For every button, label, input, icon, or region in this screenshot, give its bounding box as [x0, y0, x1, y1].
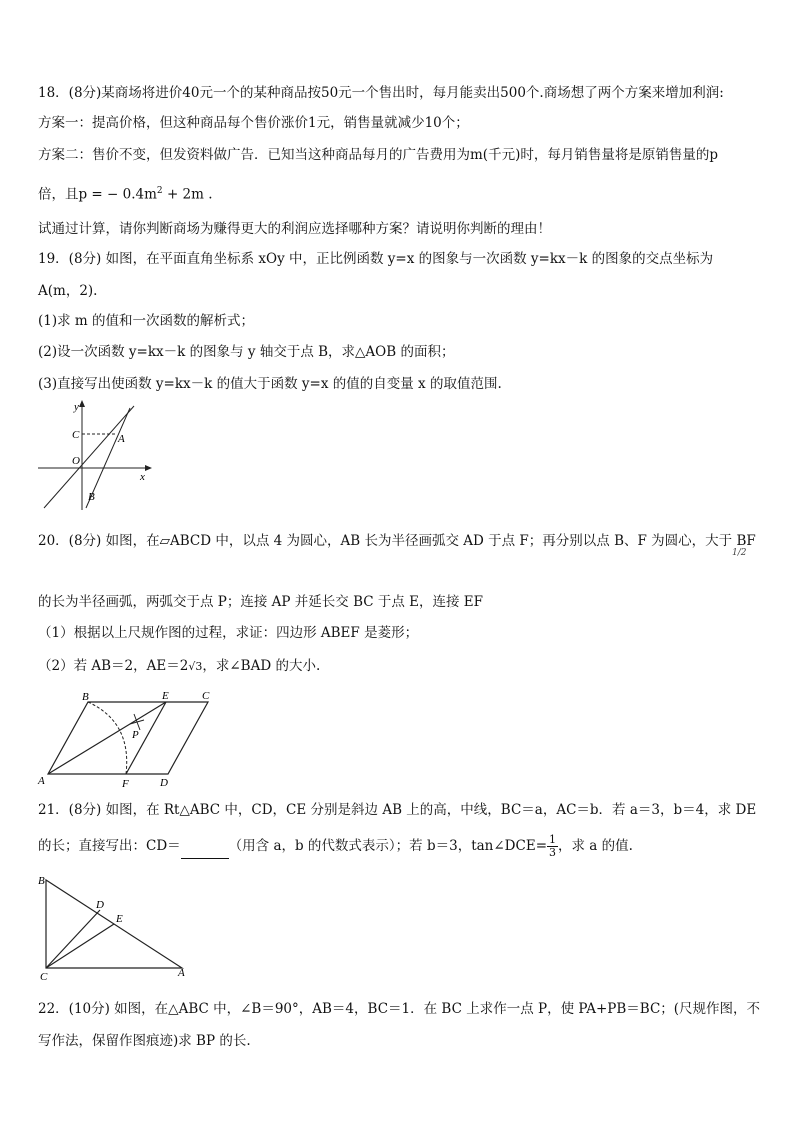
median-CE [46, 924, 114, 968]
q18-formula-exponent: 2 [156, 186, 163, 196]
label-A: A [38, 775, 45, 787]
q22-line2: 写作法，保留作图痕迹)求 BP 的长. [38, 1033, 251, 1049]
q18-line2: 方案一：提高价格，但这种商品每个售价涨价1元，销售量就减少10个； [38, 115, 469, 131]
q21-line2 [38, 834, 633, 859]
label-D: D [160, 777, 168, 789]
label-B: B [38, 875, 45, 887]
q20-line4 [38, 657, 320, 676]
q18-line5: 试通过计算，请你判断商场为赚得更大的利润应选择哪种方案？请说明你判断的理由！ [38, 221, 551, 237]
q21-line1: 21．(8分) 如图，在 Rt△ABC 中，CD，CE 分别是斜边 AB 上的高，中线，BC＝a，AC＝b．若 a＝3，b＝4，求 DE [38, 802, 757, 818]
label-F: F [122, 778, 129, 790]
q19-line4: (2)设一次函数 y=kx－k 的图象与 y 轴交于点 B，求△AOB 的面积； [38, 344, 455, 360]
label-E: E [116, 913, 123, 925]
label-C: C [40, 971, 48, 982]
q21-line2-mid: （用含 a，b 的代数式表示）；若 b＝3，tan∠DCE= [228, 838, 548, 854]
q20-sqrt3: √3 [188, 660, 203, 673]
q18-formula-prefix: 倍，且p = − 0.4m [38, 186, 157, 203]
q21-line2-prefix: 的长；直接写出：CD＝ [38, 838, 181, 854]
q19-coordinate-figure [36, 398, 156, 518]
label-C: C [72, 429, 80, 441]
y-axis-arrow [79, 400, 85, 407]
cd-answer-blank [181, 846, 229, 859]
label-E: E [162, 690, 169, 702]
q18-line4 [38, 182, 213, 204]
q18-formula-suffix: + 2m . [162, 186, 213, 203]
label-P: P [132, 729, 139, 741]
q20-line4-prefix: （2）若 AB＝2，AE＝2 [38, 658, 189, 674]
label-D: D [96, 899, 104, 911]
label-B: B [82, 691, 89, 703]
q20-half-fraction: 1/2 [732, 548, 747, 558]
q22-line1: 22．(10分) 如图，在△ABC 中，∠B＝90°，AB＝4，BC＝1．在 BC 上求作一点 P，使 PA+PB＝BC；(尺规作图，不 [38, 1001, 761, 1017]
q20-parallelogram-figure [36, 688, 226, 790]
label-A: A [118, 433, 125, 445]
fraction-numerator: 1 [549, 833, 557, 846]
label-O: O [72, 455, 80, 467]
q21-line2-suffix: ，求 a 的值. [558, 838, 633, 854]
q18-line1: 18．(8分)某商场将进价40元一个的某种商品按50元一个售出时，每月能卖出500个.商场想了两个方案来增加利润: [38, 85, 724, 101]
q20-line3: （1）根据以上尺规作图的过程，求证：四边形 ABEF 是菱形； [38, 625, 419, 641]
label-y: y [74, 401, 79, 413]
fraction-denominator: 3 [549, 846, 557, 859]
x-axis-arrow [145, 465, 152, 471]
q19-line5: (3)直接写出使函数 y=kx－k 的值大于函数 y=x 的值的自变量 x 的取值范围. [38, 376, 502, 392]
q18-line3: 方案二：售价不变，但发资料做广告．已知当这种商品每月的广告费用为m(千元)时，每月销售量将是原销售量的p [38, 147, 718, 163]
label-B: B [88, 491, 95, 503]
segment-AE [48, 702, 166, 774]
q20-line4-suffix: ，求∠BAD 的大小. [202, 658, 321, 674]
label-C: C [202, 690, 210, 702]
parallelogram-ABCD [48, 702, 208, 774]
q19-line2: A(m，2). [38, 283, 98, 299]
arc-mark-2 [134, 714, 140, 730]
q20-line1: 20．(8分) 如图，在▱ABCD 中，以点 4 为圆心，AB 长为半径画弧交 AD 于点 F；再分别以点 B、F 为圆心，大于 BF [38, 533, 756, 549]
q21-right-triangle-figure [36, 870, 196, 982]
label-A: A [178, 967, 185, 979]
q19-line3: (1)求 m 的值和一次函数的解析式； [38, 313, 255, 329]
tan-fraction [547, 834, 558, 859]
q19-line1: 19．(8分) 如图，在平面直角坐标系 xOy 中，正比例函数 y=x 的图象与一次函数 y=kx－k 的图象的交点坐标为 [38, 251, 714, 267]
q20-line2: 的长为半径画弧，两弧交于点 P；连接 AP 并延长交 BC 于点 E，连接 EF [38, 594, 484, 610]
label-x: x [140, 471, 145, 483]
